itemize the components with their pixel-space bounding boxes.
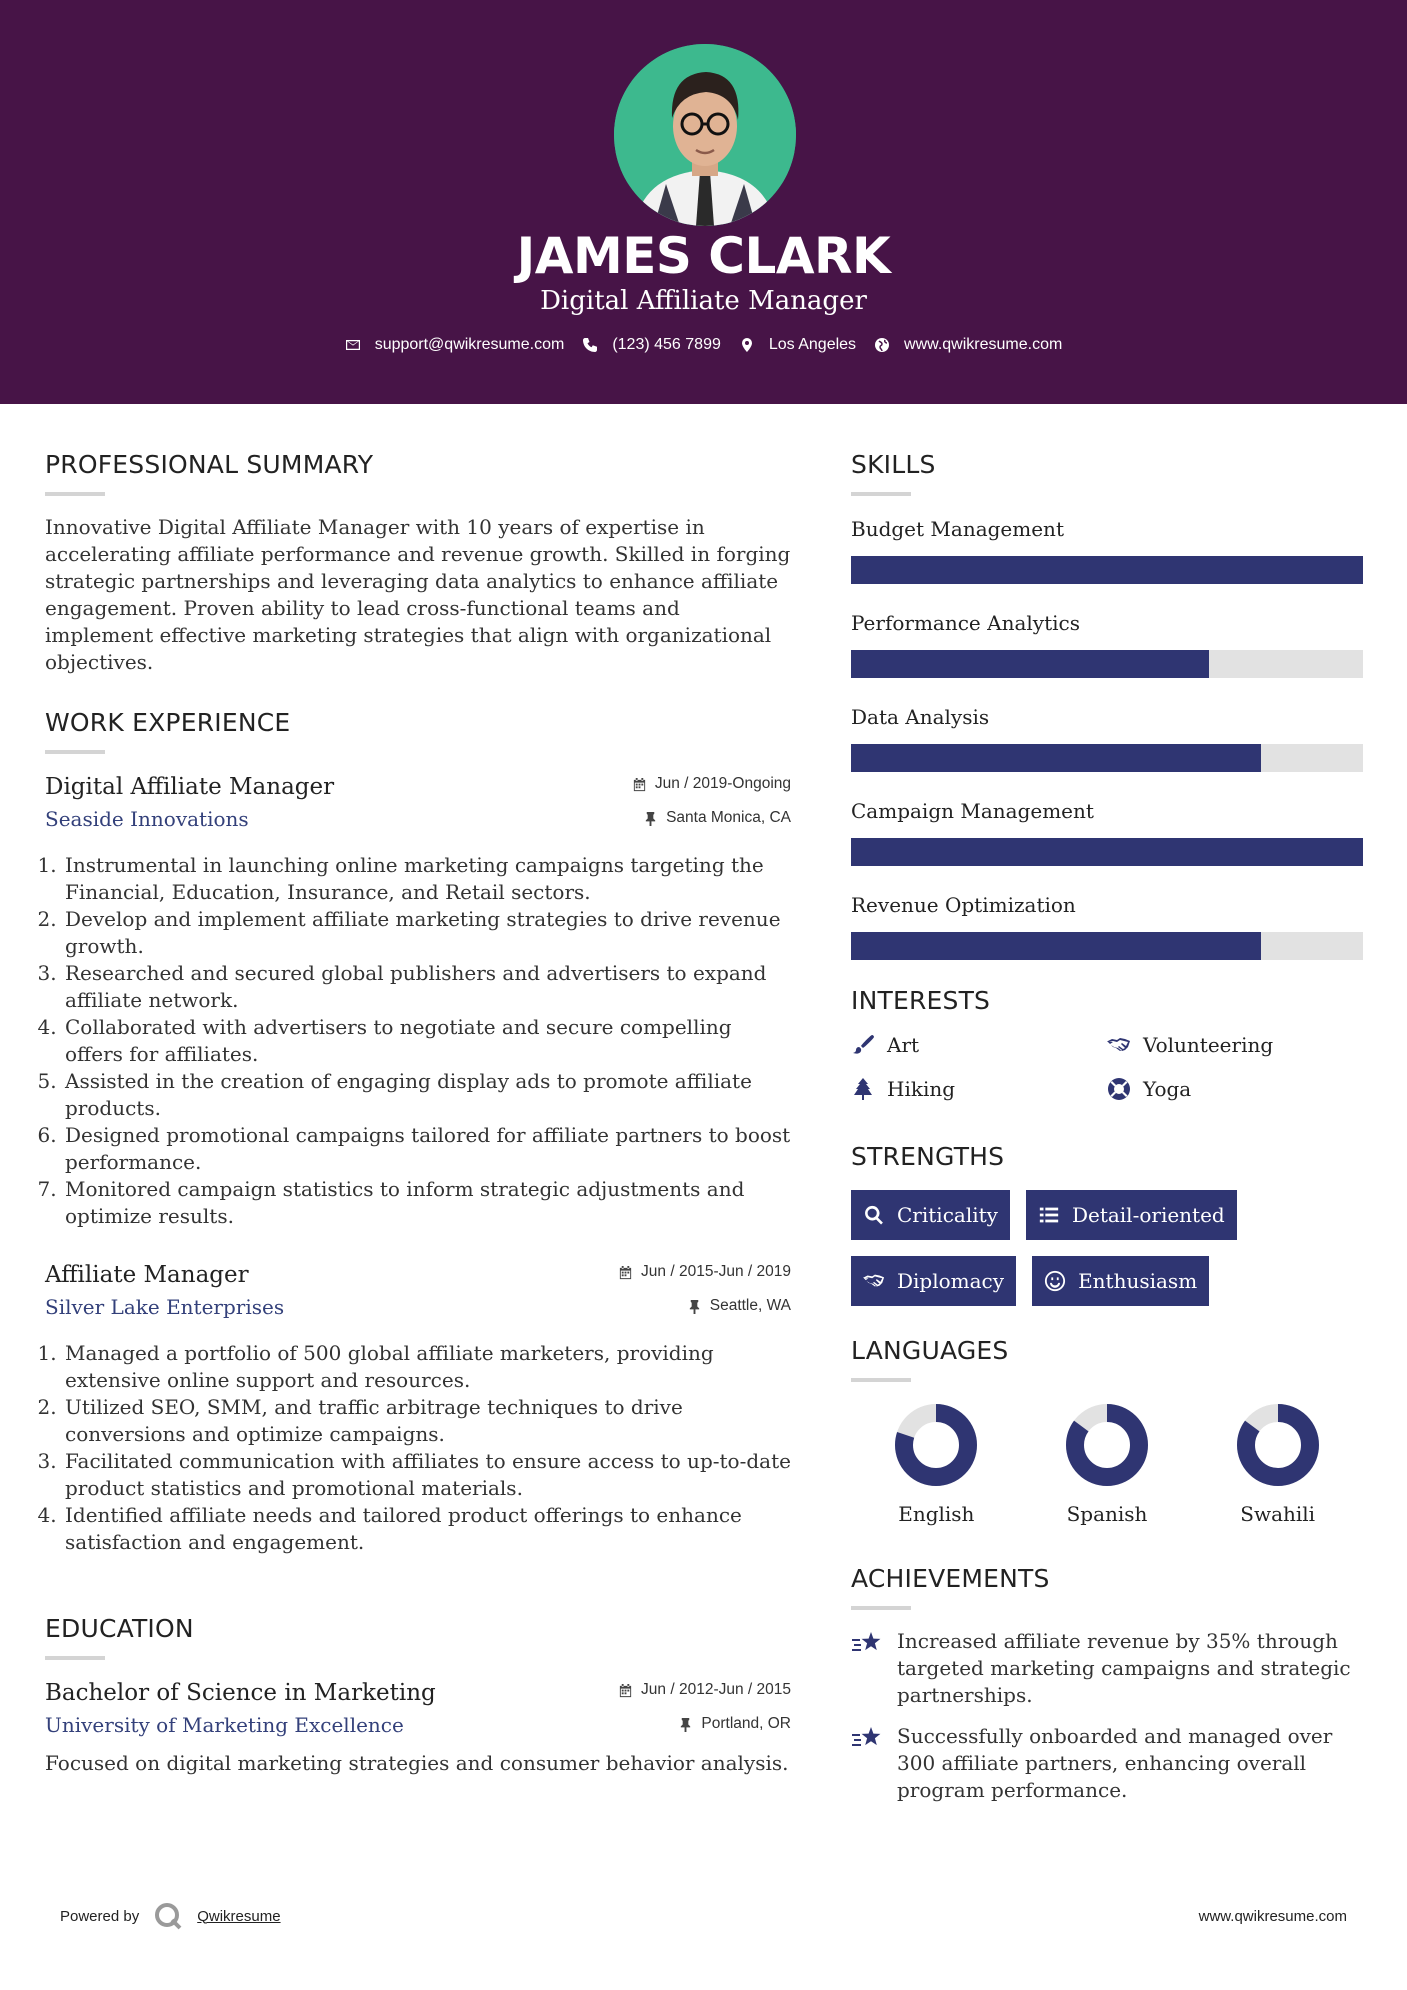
job-dates: Jun / 2015-Jun / 2019 xyxy=(641,1263,791,1280)
strength-label: Criticality xyxy=(897,1203,998,1227)
interests-grid xyxy=(851,1030,1363,1104)
job-location: Seattle, WA xyxy=(709,1297,791,1314)
contact-location-text: Los Angeles xyxy=(768,336,857,353)
language-item xyxy=(1022,1400,1193,1526)
left-column xyxy=(45,448,791,1777)
list-item: 5. Assisted in the creation of engaging display ads to promote affiliate products. xyxy=(63,1068,791,1122)
contact-email-text: support@qwikresume.com xyxy=(374,336,565,353)
search-icon xyxy=(863,1204,885,1226)
interests-title: INTERESTS xyxy=(851,986,991,1015)
contact-phone-text: (123) 456 7899 xyxy=(612,336,721,353)
resume-header xyxy=(0,0,1407,404)
lifebuoy-icon xyxy=(1107,1077,1131,1101)
list-item: 7. Monitored campaign statistics to inform strategic adjustments and optimize results. xyxy=(63,1176,791,1230)
interest-item xyxy=(1107,1074,1363,1104)
powered-by-label: Powered by xyxy=(60,1907,140,1925)
strength-label: Detail-oriented xyxy=(1071,1203,1225,1227)
phone-icon xyxy=(582,337,598,353)
language-item xyxy=(1192,1400,1363,1526)
skill-label: Budget Management xyxy=(851,517,1064,541)
shooting-star-icon xyxy=(851,1725,883,1753)
achievement-item xyxy=(851,1723,1363,1804)
language-label: Spanish xyxy=(1066,1502,1148,1526)
job-company: Seaside Innovations xyxy=(45,807,249,831)
list-item: 1. Instrumental in launching online marketing campaigns targeting the Financial, Education, Insurance, and Retail sectors. xyxy=(63,852,791,906)
calendar-icon xyxy=(618,1683,633,1698)
contact-phone[interactable] xyxy=(582,336,721,354)
school-name: University of Marketing Excellence xyxy=(45,1713,404,1737)
skill-bar xyxy=(851,932,1363,960)
envelope-icon xyxy=(345,337,361,353)
tree-icon xyxy=(851,1077,875,1101)
job-title: Digital Affiliate Manager xyxy=(45,774,335,800)
language-item xyxy=(851,1400,1022,1526)
summary-title: PROFESSIONAL SUMMARY xyxy=(45,450,374,479)
contact-website-text: www.qwikresume.com xyxy=(904,336,1063,353)
strength-chip xyxy=(851,1190,1010,1240)
interest-label: Hiking xyxy=(887,1077,956,1101)
list-item: 3. Facilitated communication with affiliates to ensure access to up-to-date product statistics and promotional materials. xyxy=(63,1448,791,1502)
interest-item xyxy=(851,1030,1107,1060)
skill-bar-fill xyxy=(851,556,1363,584)
list-item: 4. Identified affiliate needs and tailored product offerings to enhance satisfaction and engagement. xyxy=(63,1502,791,1556)
job-title: Affiliate Manager xyxy=(45,1262,249,1288)
achievements-title: ACHIEVEMENTS xyxy=(851,1564,1050,1593)
list-item: 2. Utilized SEO, SMM, and traffic arbitrage techniques to drive conversions and optimize campaigns. xyxy=(63,1394,791,1448)
language-label: Swahili xyxy=(1240,1502,1316,1526)
strength-chip xyxy=(851,1256,1016,1306)
degree-title: Bachelor of Science in Marketing xyxy=(45,1680,436,1706)
list-item: 2. Develop and implement affiliate marketing strategies to drive revenue growth. xyxy=(63,906,791,960)
skill-bar xyxy=(851,838,1363,866)
languages-list xyxy=(851,1400,1363,1526)
skill-label: Performance Analytics xyxy=(851,611,1080,635)
calendar-icon xyxy=(632,777,647,792)
strength-chip xyxy=(1026,1190,1237,1240)
list-item: 3. Researched and secured global publishers and advertisers to expand affiliate network. xyxy=(63,960,791,1014)
list-icon xyxy=(1038,1204,1060,1226)
contact-location xyxy=(739,336,856,354)
language-label: English xyxy=(898,1502,975,1526)
strengths-title: STRENGTHS xyxy=(851,1142,1005,1171)
pushpin-icon xyxy=(678,1717,693,1732)
job-entry xyxy=(45,772,791,1230)
pushpin-icon xyxy=(687,1299,702,1314)
job-bullets xyxy=(45,1340,791,1556)
candidate-role: Digital Affiliate Manager xyxy=(540,286,867,316)
list-item: 1. Managed a portfolio of 500 global affiliate marketers, providing extensive online support and resources. xyxy=(63,1340,791,1394)
language-donut xyxy=(891,1400,981,1490)
contact-email[interactable] xyxy=(345,336,565,354)
skill-bar xyxy=(851,650,1363,678)
globe-icon xyxy=(874,337,890,353)
shooting-star-icon xyxy=(851,1630,883,1658)
skill-label: Data Analysis xyxy=(851,705,990,729)
section-divider xyxy=(45,750,105,754)
language-donut xyxy=(1062,1400,1152,1490)
achievement-text: Successfully onboarded and managed over 300 affiliate partners, enhancing overall program performance. xyxy=(897,1724,1333,1802)
skill-label: Campaign Management xyxy=(851,799,1094,823)
interest-label: Yoga xyxy=(1143,1077,1192,1101)
skills-title: SKILLS xyxy=(851,450,936,479)
map-pin-icon xyxy=(739,337,755,353)
section-divider xyxy=(851,1378,911,1382)
skills-list xyxy=(851,514,1363,960)
job-entry xyxy=(45,1260,791,1556)
job-dates: Jun / 2019-Ongoing xyxy=(654,775,791,792)
education-location: Portland, OR xyxy=(701,1715,791,1732)
strength-label: Diplomacy xyxy=(897,1269,1005,1293)
skill-bar xyxy=(851,744,1363,772)
section-divider xyxy=(45,1656,105,1660)
contact-website[interactable] xyxy=(874,336,1062,354)
brand-link[interactable]: Qwikresume xyxy=(197,1907,281,1925)
smile-icon xyxy=(1044,1270,1066,1292)
footer-url: www.qwikresume.com xyxy=(1198,1907,1347,1925)
interest-item xyxy=(1107,1030,1363,1060)
job-bullets xyxy=(45,852,791,1230)
skill-bar-fill xyxy=(851,838,1363,866)
interest-item xyxy=(851,1074,1107,1104)
interest-label: Volunteering xyxy=(1143,1033,1274,1057)
languages-title: LANGUAGES xyxy=(851,1336,1009,1365)
handshake-icon xyxy=(863,1270,885,1292)
strength-chip xyxy=(1032,1256,1209,1306)
achievement-item xyxy=(851,1628,1363,1709)
contact-bar xyxy=(0,336,1407,354)
list-item: 4. Collaborated with advertisers to negotiate and secure compelling offers for affiliates. xyxy=(63,1014,791,1068)
education-dates: Jun / 2012-Jun / 2015 xyxy=(641,1681,791,1698)
pushpin-icon xyxy=(643,811,658,826)
skill-bar xyxy=(851,556,1363,584)
handshake-icon xyxy=(1107,1033,1131,1057)
right-column xyxy=(851,448,1363,1818)
education-entry xyxy=(45,1678,791,1777)
profile-photo xyxy=(614,44,796,226)
paintbrush-icon xyxy=(851,1033,875,1057)
education-text: Focused on digital marketing strategies and consumer behavior analysis. xyxy=(45,1751,789,1775)
section-divider xyxy=(45,492,105,496)
qwikresume-logo-icon xyxy=(153,1901,183,1931)
language-donut xyxy=(1233,1400,1323,1490)
calendar-icon xyxy=(618,1265,633,1280)
summary-text: Innovative Digital Affiliate Manager with 10 years of expertise in accelerating affiliate performance and revenue growth. Skilled in forging strategic partnerships and leveraging data analytics to enhance affiliate engagement. Proven ability to lead cross-functional teams and implement effective marketing strategies that align with organizational objectives. xyxy=(45,515,791,674)
candidate-name: JAMES CLARK xyxy=(516,227,891,285)
interest-label: Art xyxy=(887,1033,920,1057)
education-title: EDUCATION xyxy=(45,1614,194,1643)
list-item: 6. Designed promotional campaigns tailored for affiliate partners to boost performance. xyxy=(63,1122,791,1176)
skill-label: Revenue Optimization xyxy=(851,893,1076,917)
job-company: Silver Lake Enterprises xyxy=(45,1295,285,1319)
section-divider xyxy=(851,492,911,496)
page-footer xyxy=(60,1898,1347,1934)
skill-bar-fill xyxy=(851,650,1209,678)
skill-bar-fill xyxy=(851,744,1261,772)
strengths-list xyxy=(851,1190,1363,1306)
job-location: Santa Monica, CA xyxy=(666,809,791,826)
skill-bar-fill xyxy=(851,932,1261,960)
strength-label: Enthusiasm xyxy=(1078,1269,1198,1293)
experience-title: WORK EXPERIENCE xyxy=(45,708,291,737)
achievement-text: Increased affiliate revenue by 35% through targeted marketing campaigns and strategic partnerships. xyxy=(897,1629,1351,1707)
section-divider xyxy=(851,1606,911,1610)
